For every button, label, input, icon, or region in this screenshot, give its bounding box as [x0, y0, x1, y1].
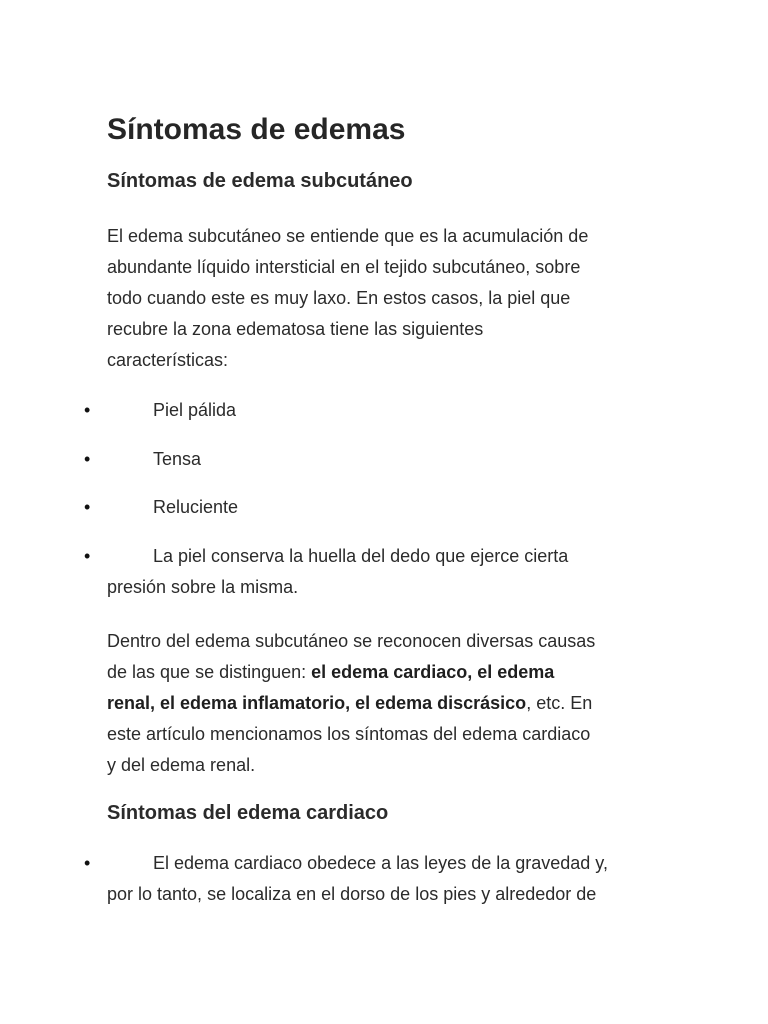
- causes-paragraph: [107, 626, 667, 781]
- text-line: Dentro del edema subcutáneo se reconocen diversas causas: [107, 631, 596, 651]
- list-item-text: Tensa: [153, 449, 202, 469]
- text-line: características:: [107, 350, 229, 370]
- bullet-icon: •: [84, 400, 91, 420]
- bullet-icon: •: [84, 449, 91, 469]
- text-line: abundante líquido intersticial en el tejido subcutáneo, sobre: [107, 257, 581, 277]
- text-line: y del edema renal.: [107, 755, 256, 775]
- section-heading-subcutaneous: Síntomas de edema subcutáneo: [107, 170, 413, 192]
- text-line: El edema subcutáneo se entiende que es la acumulación de: [107, 226, 589, 246]
- list-item-text-continued: presión sobre la misma.: [107, 577, 299, 597]
- bold-causes-text: renal, el edema inflamatorio, el edema discrásico: [107, 693, 527, 713]
- section-heading-cardiac: Síntomas del edema cardiaco: [107, 802, 389, 824]
- text-line: [107, 657, 667, 688]
- text-line: [107, 688, 667, 719]
- list-item: [107, 395, 687, 426]
- bullet-icon: •: [84, 497, 91, 517]
- text-run: de las que se distinguen:: [107, 662, 312, 682]
- list-item-text: La piel conserva la huella del dedo que ejerce cierta: [153, 546, 569, 566]
- list-item: [107, 444, 687, 475]
- list-item-text: El edema cardiaco obedece a las leyes de la gravedad y,: [153, 853, 608, 873]
- list-item-text-continued: por lo tanto, se localiza en el dorso de los pies y alrededor de: [107, 884, 597, 904]
- bullet-icon: •: [84, 546, 91, 566]
- page-title: Síntomas de edemas: [107, 113, 406, 146]
- text-run: , etc. En: [526, 693, 593, 713]
- intro-paragraph: [107, 221, 667, 376]
- bold-causes-text: el edema cardiaco, el edema: [311, 662, 555, 682]
- text-line: recubre la zona edematosa tiene las siguientes: [107, 319, 484, 339]
- bullet-icon: •: [84, 853, 91, 873]
- list-item-text: Reluciente: [153, 497, 239, 517]
- list-item: [107, 848, 687, 910]
- list-item-text: Piel pálida: [153, 400, 237, 420]
- list-item: [107, 541, 687, 603]
- text-line: este artículo mencionamos los síntomas del edema cardiaco: [107, 724, 591, 744]
- text-line: todo cuando este es muy laxo. En estos casos, la piel que: [107, 288, 571, 308]
- list-item: [107, 492, 687, 523]
